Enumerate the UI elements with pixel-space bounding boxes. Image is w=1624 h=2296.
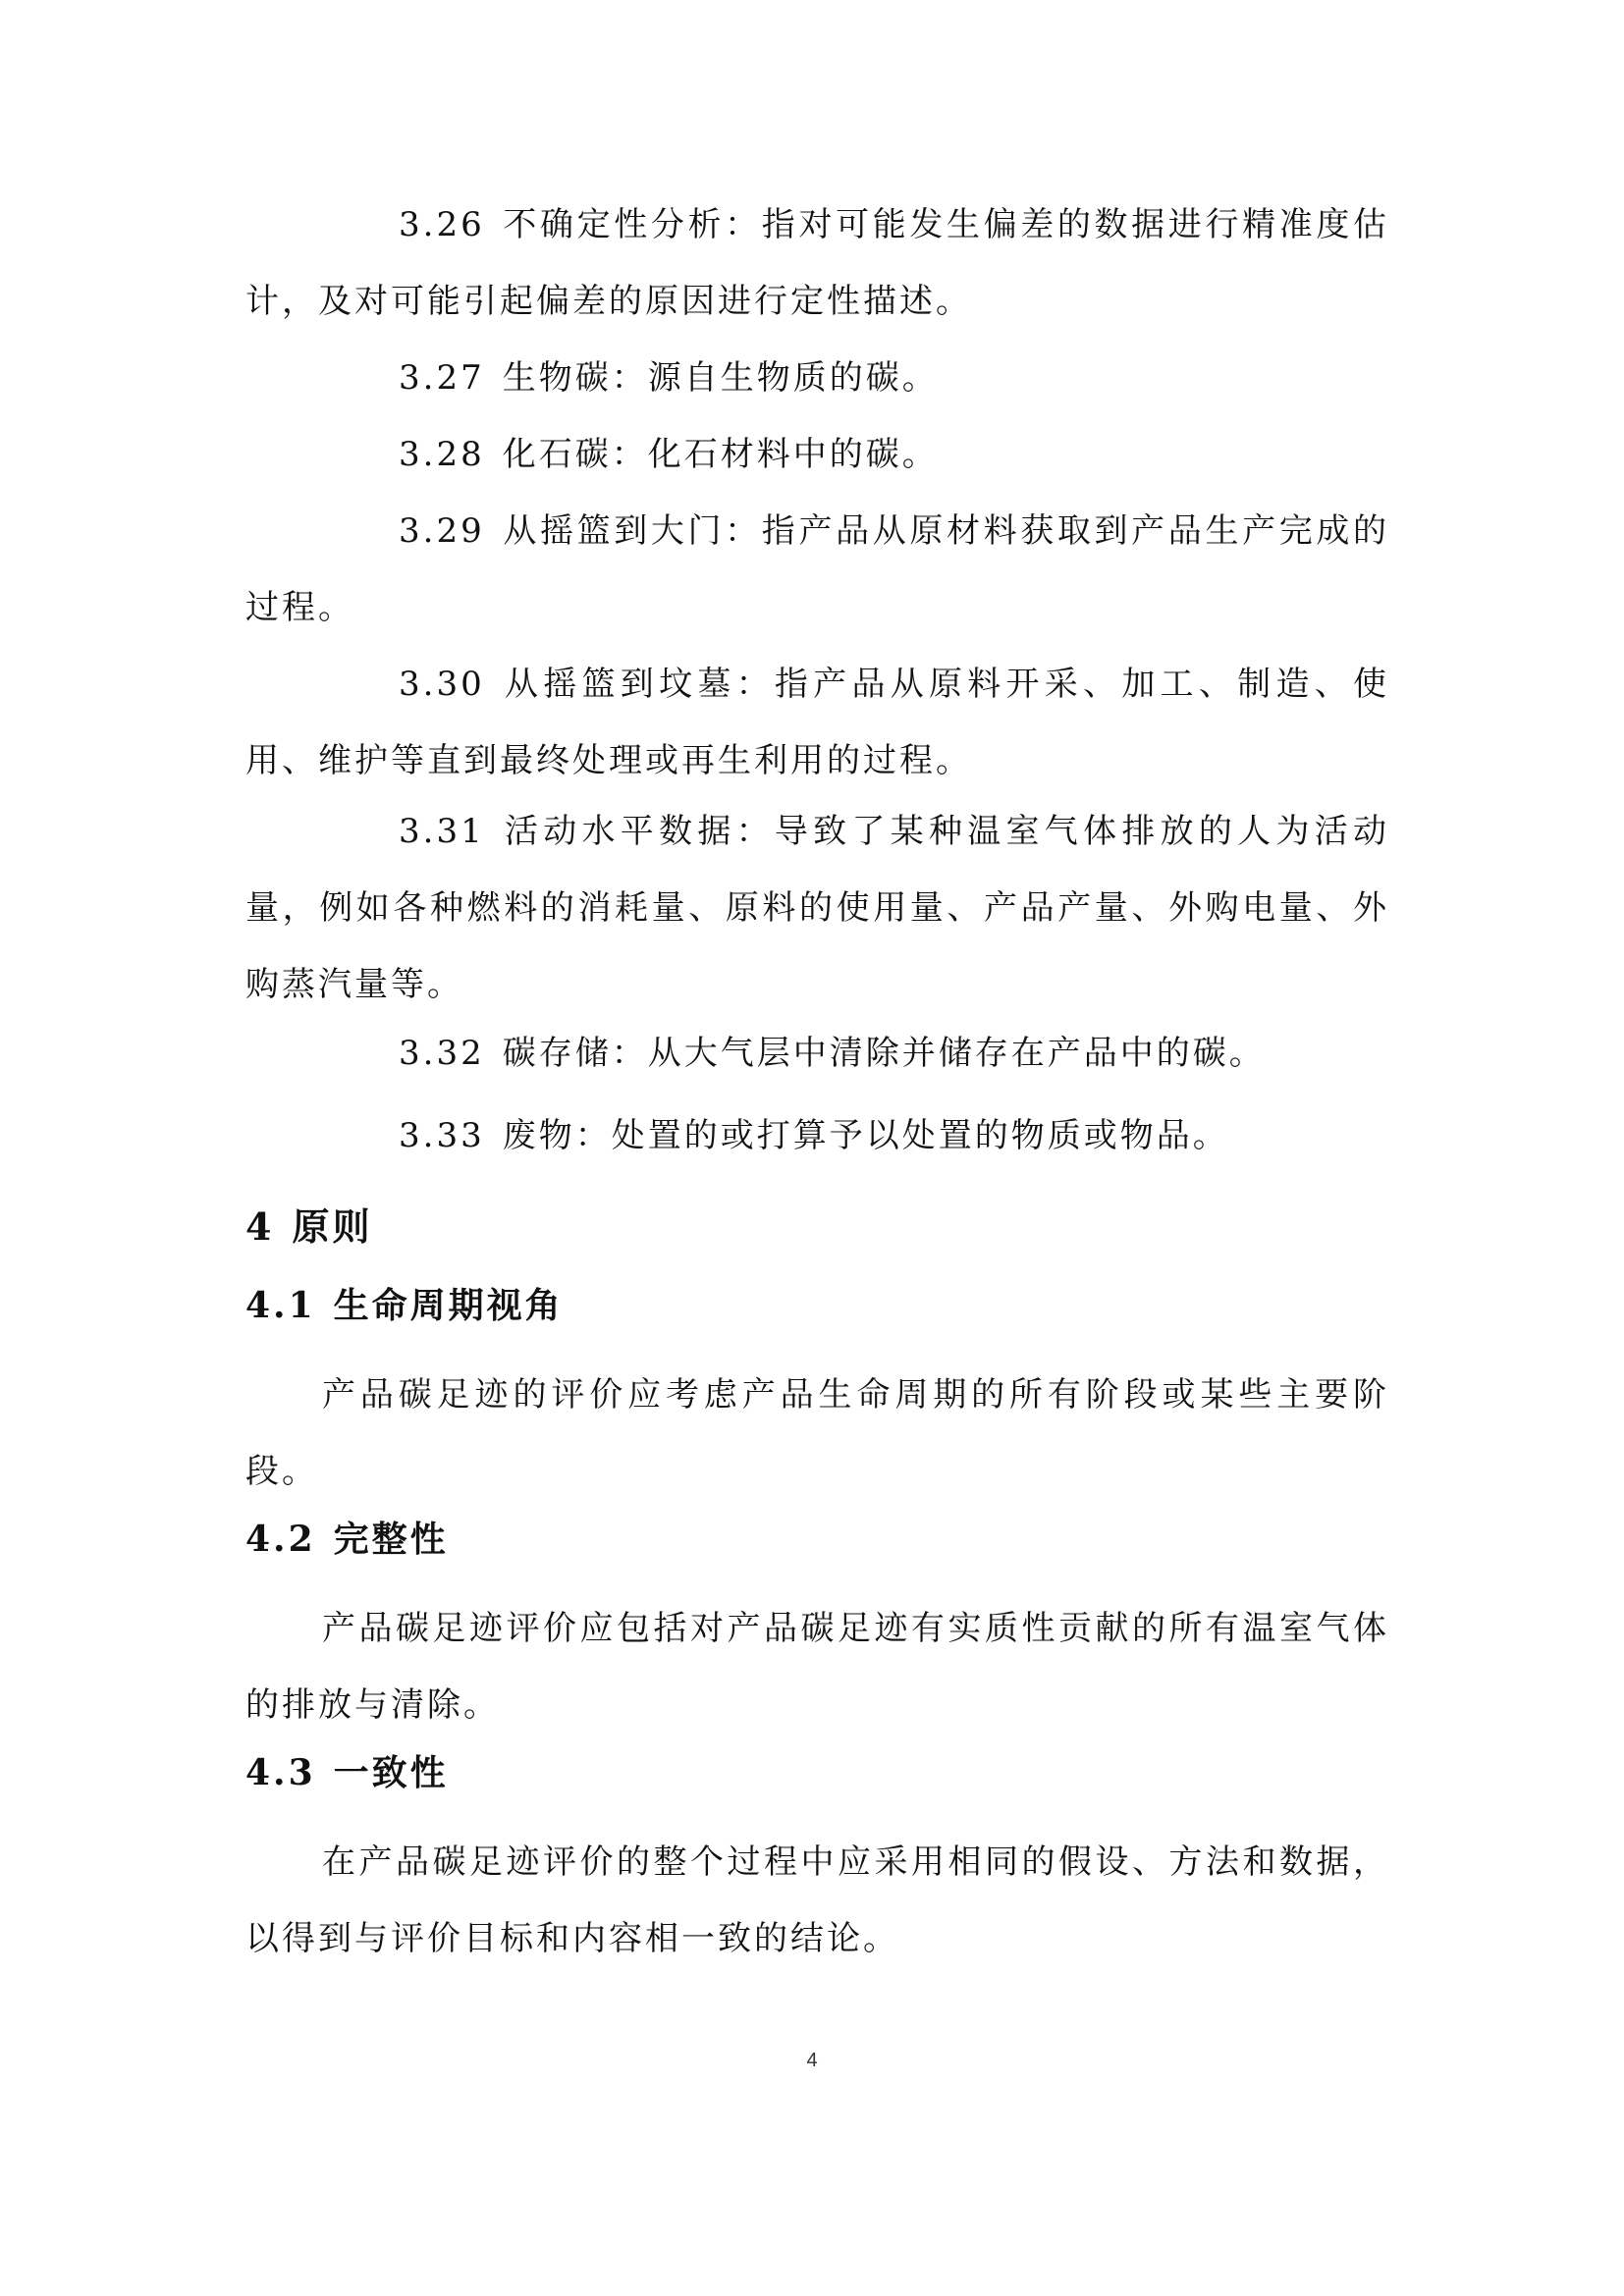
subsection-number: 4.1	[245, 1285, 316, 1326]
definition-text: 从摇篮到坟墓：指产品从原料开采、加工、制造、使用、维护等直到最终处理或再生利用的过程。	[245, 665, 1389, 780]
definition-text: 不确定性分析：指对可能发生偏差的数据进行精准度估计，及对可能引起偏差的原因进行定性描述。	[245, 205, 1389, 321]
section-4-1-heading	[245, 1276, 1389, 1335]
definition-number: 3.31	[399, 812, 485, 851]
definition-3-30	[245, 646, 1389, 799]
definition-3-28	[245, 416, 1389, 493]
definition-3-31	[245, 793, 1389, 1023]
section-number: 4	[245, 1204, 275, 1249]
definition-text: 生物碳：源自生物质的碳。	[502, 358, 939, 398]
page-number: 4	[806, 2050, 818, 2071]
definition-number: 3.27	[399, 358, 485, 398]
section-4-1-body: 产品碳足迹的评价应考虑产品生命周期的所有阶段或某些主要阶段。	[245, 1375, 1389, 1491]
definition-text: 废物：处置的或打算予以处置的物质或物品。	[502, 1116, 1229, 1155]
section-4-3-heading	[245, 1743, 1389, 1802]
definition-text: 从摇篮到大门：指产品从原材料获取到产品生产完成的过程。	[245, 511, 1389, 627]
definition-3-27	[245, 340, 1389, 416]
definition-number: 3.29	[399, 511, 485, 551]
definition-number: 3.26	[399, 205, 485, 244]
subsection-number: 4.3	[245, 1752, 316, 1793]
subsection-title: 完整性	[333, 1519, 449, 1560]
definition-number: 3.32	[399, 1034, 485, 1073]
definition-number: 3.33	[399, 1116, 485, 1155]
definition-3-33	[245, 1097, 1389, 1174]
definition-text: 化石碳：化石材料中的碳。	[502, 435, 939, 474]
section-title: 原则	[292, 1204, 373, 1249]
definition-3-29	[245, 493, 1389, 646]
definition-number: 3.28	[399, 435, 485, 474]
section-4-2-heading	[245, 1510, 1389, 1569]
definition-3-32	[245, 1015, 1389, 1092]
subsection-number: 4.2	[245, 1519, 316, 1560]
section-4-2-body: 产品碳足迹评价应包括对产品碳足迹有实质性贡献的所有温室气体的排放与清除。	[245, 1609, 1389, 1725]
definition-3-26	[245, 187, 1389, 340]
definition-text: 碳存储：从大气层中清除并储存在产品中的碳。	[502, 1034, 1266, 1073]
subsection-title: 一致性	[333, 1752, 449, 1793]
section-4-3-body: 在产品碳足迹评价的整个过程中应采用相同的假设、方法和数据，以得到与评价目标和内容相一致的结论。	[245, 1842, 1389, 1958]
section-4-heading	[245, 1198, 1389, 1256]
definition-number: 3.30	[399, 665, 485, 704]
definition-text: 活动水平数据：导致了某种温室气体排放的人为活动量，例如各种燃料的消耗量、原料的使用量、产品产量、外购电量、外购蒸汽量等。	[245, 812, 1389, 1004]
subsection-title: 生命周期视角	[333, 1285, 564, 1326]
